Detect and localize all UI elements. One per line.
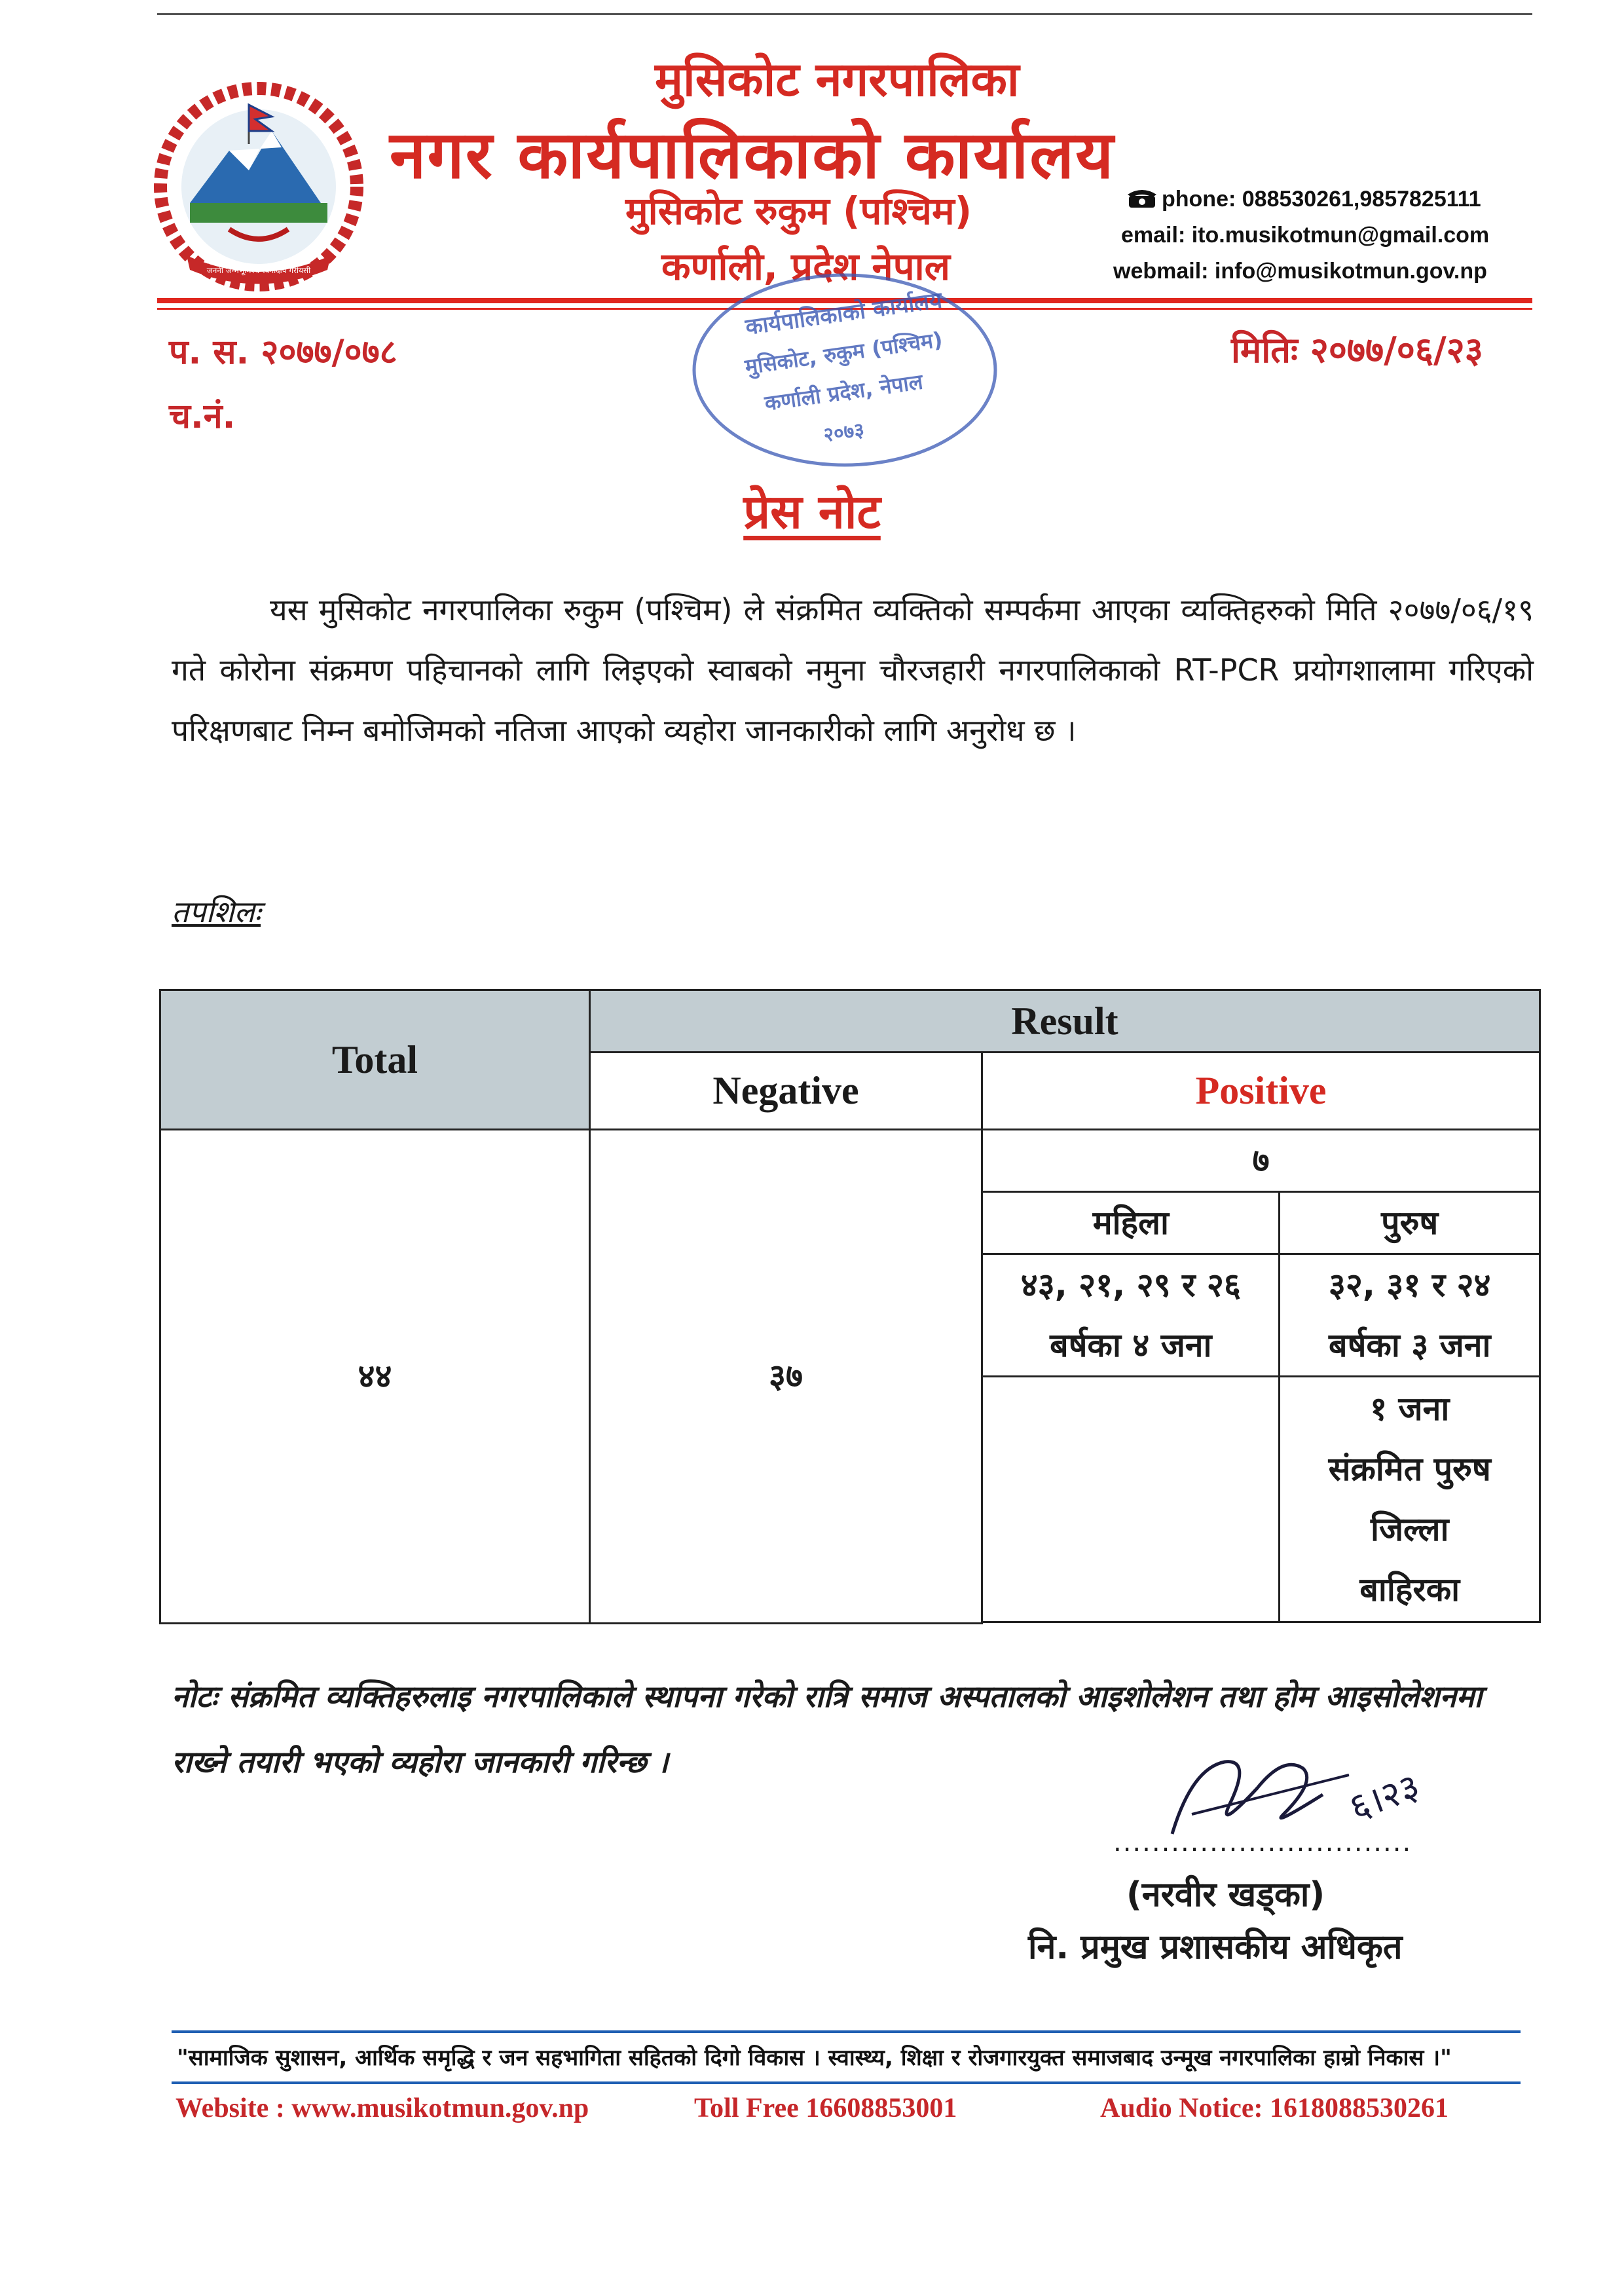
office-province: कर्णाली, प्रदेश नेपाल [661, 244, 950, 289]
male-header: पुरुष [1280, 1192, 1540, 1254]
letter-date: मितिः २०७७/०६/२३ [1231, 329, 1483, 371]
female-header: महिला [982, 1192, 1280, 1254]
press-note-body: यस मुसिकोट नगरपालिका रुकुम (पश्चिम) ले संक्रमित व्यक्तिको सम्पर्कमा आएका व्यक्तिहरुको मिति २०७७/०६/१९ गते कोरोना संक्रमण पहिचानको लागि लिइएको स्वाबको नमुना चौरजहारी नगरपालिकाको RT-PCR प्रयोगशालामा गरिएको परिक्षणबाट निम्न बमोजिमको नतिजा आएको व्यहोरा जानकारीको लागि अनुरोध छ । [172, 592, 1534, 748]
footer-website[interactable]: Website : www.musikotmun.gov.np [175, 2093, 589, 2123]
outside-line-1: १ जना [1370, 1390, 1450, 1428]
female-details [982, 1254, 1280, 1377]
reference-number: प. स. २०७७/०७८ [169, 333, 397, 372]
dispatch-number: च.नं. [169, 397, 236, 436]
female-ages: ४३, २१, २९ र २६ [1020, 1266, 1241, 1304]
telephone-icon [1126, 187, 1158, 209]
stamp-line-3: कर्णाली प्रदेश, नेपाल [763, 369, 925, 416]
stamp-line-4: २०७३ [822, 418, 866, 447]
stamp-line-2: मुसिकोट, रुकुम (पश्चिम) [743, 327, 944, 380]
result-header: Result [589, 990, 1540, 1053]
nepal-emblem-icon [151, 79, 367, 295]
female-empty-cell [982, 1377, 1280, 1622]
handwritten-date: ६।२३ [1344, 1764, 1426, 1830]
press-note-heading-wrap [0, 478, 1624, 542]
press-note-heading: प्रेस नोट [743, 484, 881, 539]
outside-district-cell [1280, 1377, 1540, 1622]
contact-email[interactable]: email: ito.musikotmun@gmail.com [1121, 223, 1490, 248]
outside-line-2: संक्रमित पुरुष [1328, 1450, 1491, 1488]
female-count: बर्षका ४ जना [1050, 1326, 1212, 1364]
note-text: नोटः संक्रमित व्यक्तिहरुलाइ नगरपालिकाले स्थापना गरेको रात्रि समाज अस्पतालको आइशोलेशन तथा होम आइसोलेशनमा राख्ने तयारी भएको व्यहोरा जानकारी गरिन्छ । [172, 1679, 1483, 1780]
footer-audio-notice: Audio Notice: 1618088530261 [1100, 2093, 1449, 2123]
signatory-post: नि. प्रमुख प्रशासकीय अधिकृत [1028, 1928, 1403, 1967]
phone-text: phone: 088530261,9857825111 [1162, 187, 1481, 212]
footer-motto: "सामाजिक सुशासन, आर्थिक समृद्धि र जन सहभागिता सहितको दिगो विकास । स्वास्थ्य, शिक्षा र रोजगारयुक्त समाजबाद उन्मूख नगरपालिका हाम्रो निकास ।" [177, 2045, 1452, 2071]
contact-phone [1126, 187, 1481, 212]
positive-header: Positive [982, 1053, 1540, 1130]
footer-top-rule [172, 2030, 1521, 2033]
footer-toll-free: Toll Free 16608853001 [694, 2093, 957, 2123]
office-address: मुसिकोट रुकुम (पश्चिम) [625, 189, 972, 233]
contact-webmail[interactable]: webmail: info@musikotmun.gov.np [1113, 259, 1487, 284]
details-label: तपशिलः [172, 894, 261, 929]
test-results-table [159, 989, 1541, 1624]
signature-dotted-line: ............................... [1113, 1827, 1412, 1857]
municipality-name: मुसिकोट नगरपालिका [655, 52, 1020, 107]
total-value: ४४ [160, 1130, 590, 1624]
total-header: Total [160, 990, 590, 1130]
emblem-caption: जननी जन्मभूमिश्च स्वर्गादपि गरीयसी [206, 266, 311, 275]
negative-value: ३७ [589, 1130, 982, 1624]
office-title: नगर कार्यपालिकाको कार्यालय [390, 117, 1115, 193]
top-border-line [157, 13, 1532, 15]
outside-line-3: जिल्ला [1371, 1510, 1449, 1548]
positive-value: ७ [982, 1130, 1540, 1192]
outside-line-4: बाहिरका [1359, 1571, 1460, 1609]
footer-bottom-rule [172, 2081, 1521, 2084]
stamp-line-1: कार्यपालिकाको कार्यालय [743, 287, 944, 341]
male-ages: ३२, ३१ र २४ [1328, 1266, 1491, 1304]
negative-header: Negative [589, 1053, 982, 1130]
male-details [1280, 1254, 1540, 1377]
male-count: बर्षका ३ जना [1329, 1326, 1491, 1364]
signatory-name: (नरवीर खड्का) [1126, 1875, 1325, 1914]
office-stamp-icon [674, 262, 1015, 478]
